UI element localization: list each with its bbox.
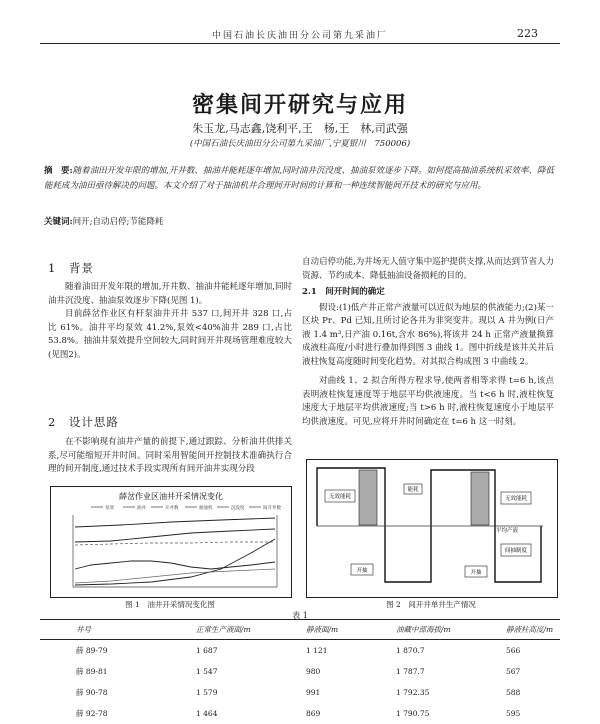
series-line (75, 561, 275, 569)
legend-label: 油井 (137, 506, 146, 511)
section-background-body (48, 281, 292, 362)
section-background-heading: 1 背景 (48, 261, 94, 275)
table-cell: 1 464 (196, 709, 218, 718)
abstract (44, 164, 556, 194)
keywords (44, 215, 556, 227)
table-1-title: 表 1 (292, 611, 308, 620)
affiliation: (中国石油长庆油田分公司第九采油厂,宁夏银川 750006) (189, 139, 411, 149)
label-box: 无效能耗 (504, 496, 528, 502)
paper-title: 密集间开研究与应用 (191, 92, 408, 118)
journal-name: 中国石油长庆油田分公司第九采油厂 (211, 31, 388, 41)
square-wave (317, 468, 541, 582)
table-cell: 1 579 (196, 688, 218, 697)
paragraph: 对曲线 1、2 拟合所得方程求导,使两者相等求得 t=6 h,该点表明液柱恢复速度等于地层平均供液速度。当 t<6 h 时,液柱恢复速度大于地层平均供液速度;当 t>6 h 时,液柱恢复速度小于地层平均供液速度。可见,应将开井时间确定在 t=6 h 这一时刻。 (302, 376, 554, 427)
column-header: 静液柱高度/m (506, 620, 560, 640)
table-row (40, 661, 560, 682)
label-box: 开抽 (470, 570, 482, 576)
figure-1 (50, 486, 292, 598)
series-line (75, 569, 275, 583)
paragraph: 假设:(1)低产井正常产液量可以近似为地层的供液能力;(2)某一区块 Pr、Pd 已知,且所讨论各井为非突变井。现以 A 井为例(日产液 1.4 m³,日产油 0.16t,含水 86%),将该井 24 h 正常产液量换算成液柱高度/小时进行叠加得到图 3 曲线 1。图中折线是该井关井后液柱恢复高度随时间变化趋势。对其拟合构成图 3 中曲线 2。 (302, 302, 554, 367)
right-column-body (302, 256, 554, 429)
paragraph: 随着油田开发年限的增加,开井数、抽油井能耗逐年增加,同时油井沉没度、抽油泵效逐步下降(见图 1)。 (48, 282, 292, 306)
label-box: 间抽制度 (504, 548, 528, 554)
table-cell: 595 (506, 709, 521, 718)
table-row (40, 640, 560, 662)
label-text: 平均产液 (495, 528, 519, 534)
figure-2-diagram (307, 460, 557, 597)
paragraph: 在不影响现有油井产量的前提下,通过跟踪、分析油井供排关系,尽可能缩短开井时间。同时采用智能间开控制技术准确执行合理的间开制度,通过技术手段实现所有间开油井实现分段 (48, 437, 292, 474)
label-box: 无效能耗 (328, 494, 352, 500)
table-header-row (40, 620, 560, 640)
paragraph: 目前薛岔作业区有杆泵油井开井 537 口,间开井 328 口,占比 61%。油井平均泵效 41.2%,泵效<40%油井 289 口,占比 53.8%。抽油井泵效提升空间较大,同时间开井现场管理难度较大(见图2)。 (48, 309, 292, 360)
paragraph: 自动启停功能,为井场无人值守集中巡护提供支撑,从而达到节省人力资源、节约成本、降低抽油设备损耗的目的。 (302, 257, 554, 281)
authors: 朱玉龙,马志鑫,饶利平,王 杨,王 林,司武强 (192, 122, 408, 135)
table-cell: 薛 92-78 (76, 709, 108, 718)
series-line (75, 539, 275, 585)
series-line (75, 529, 275, 542)
table-cell: 1 687 (196, 646, 218, 655)
legend-label: 开井数 (165, 506, 179, 511)
figure-1-title: 薛岔作业区油井开采情况变化 (119, 492, 223, 501)
table-cell: 1 787.7 (396, 667, 425, 676)
table-cell: 1 790.75 (396, 709, 430, 718)
column-header: 井号 (40, 620, 196, 640)
column-header: 静液面/m (306, 620, 396, 640)
table-cell: 1 792.35 (396, 688, 430, 697)
table-cell: 980 (306, 667, 321, 676)
table-cell: 薛 89-79 (76, 646, 108, 655)
table-row (40, 703, 560, 724)
column-header: 油藏中部海拔/m (396, 620, 506, 640)
header-rule (40, 43, 560, 44)
legend-label: 间开井数 (263, 506, 281, 511)
table-cell: 991 (306, 688, 321, 697)
keywords-label: 关键词: (44, 217, 73, 227)
table-cell: 1 121 (306, 646, 328, 655)
legend-label: 沉没度 (231, 506, 245, 511)
table-cell: 869 (306, 709, 321, 718)
keywords-text: 间开;自动启停;节能降耗 (72, 217, 164, 227)
table-cell: 567 (506, 667, 521, 676)
table-cell: 1 547 (196, 667, 218, 676)
table-cell: 588 (506, 688, 521, 697)
label-box: 能耗 (407, 487, 419, 493)
column-header: 正常生产液面/m (196, 620, 306, 640)
section-design-heading: 2 设计思路 (48, 415, 119, 429)
series-line (75, 518, 275, 527)
series-line (75, 542, 275, 545)
figure-2-caption: 图 2 间开井单井生产情况 (386, 600, 476, 609)
table-cell: 薛 89-81 (76, 667, 108, 676)
legend-label: 泵效 (105, 506, 114, 511)
figure-1-plot (51, 487, 291, 597)
hatched-area (359, 470, 377, 525)
figure-2 (306, 459, 558, 598)
table-cell: 1 870.7 (396, 646, 425, 655)
label-box: 开抽 (356, 568, 368, 574)
subsection-heading: 2.1 间开时间的确定 (302, 287, 385, 297)
table-cell: 566 (506, 646, 521, 655)
page-number: 223 (517, 27, 538, 40)
table-cell: 薛 90-78 (76, 688, 108, 697)
figure-1-caption: 图 1 油井开采情况变化图 (125, 600, 215, 609)
abstract-text: 随着油田开发年限的增加,开井数、抽油井能耗逐年增加,同时油井沉没度、抽油泵效逐步下降。如何提高抽油系统机采效率、降低能耗成为油田亟待解决的问题。本文介绍了对于抽油机井合理间开时间的计算和一种连续智能间开技术的研究与应用。 (44, 166, 555, 191)
table-1 (40, 619, 560, 724)
hatched-area (471, 472, 489, 525)
legend-label: 抽油机 (199, 506, 213, 511)
section-design-body (48, 436, 292, 477)
abstract-label: 摘 要: (44, 166, 73, 176)
